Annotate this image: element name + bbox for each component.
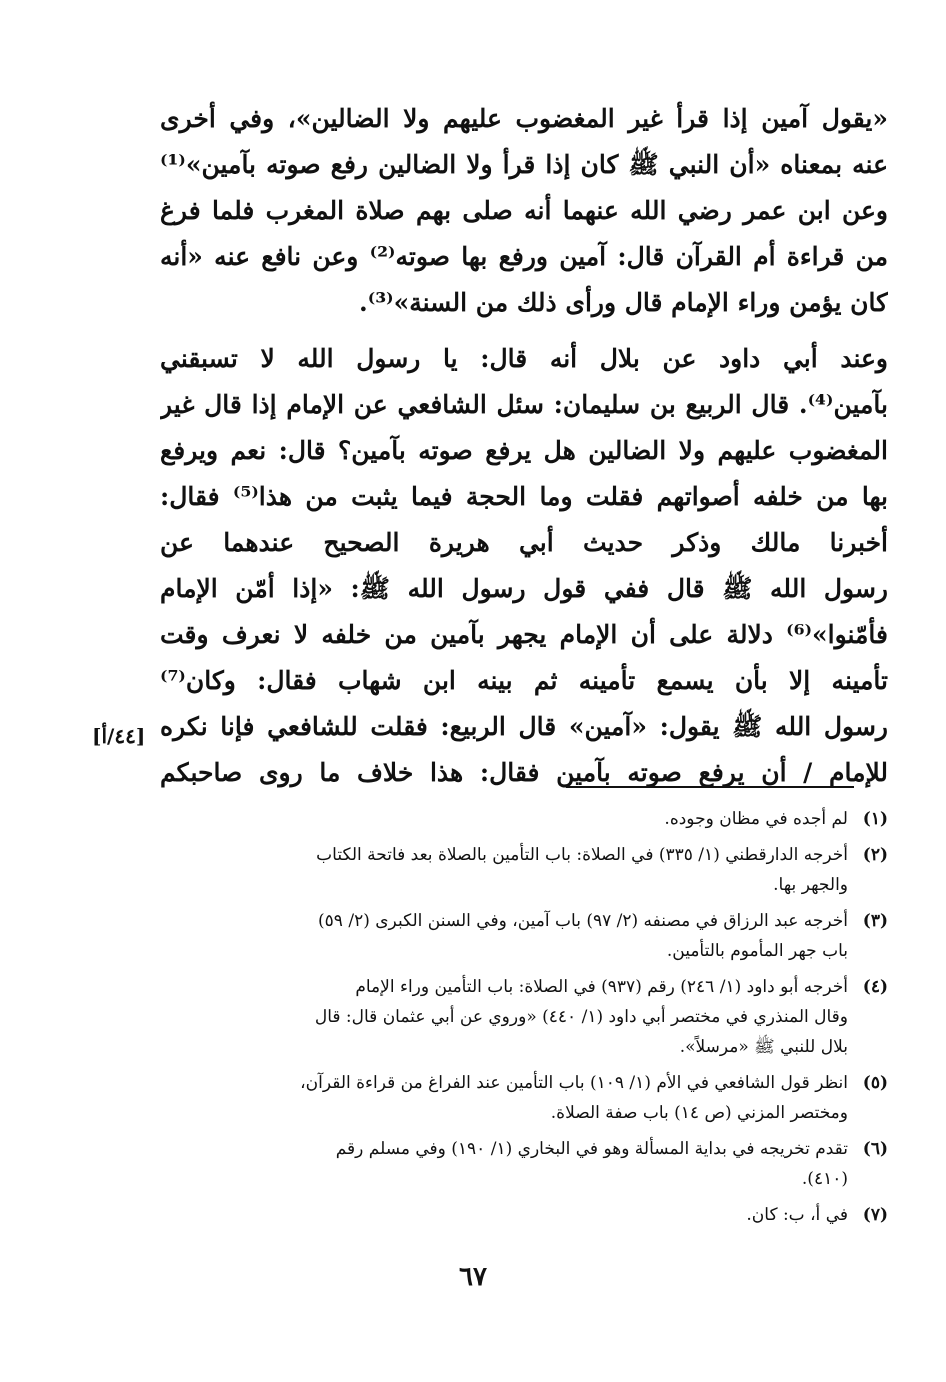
text-line: كان يؤمن وراء الإمام قال ورأى ذلك من السنة»⁽³⁾. bbox=[359, 288, 888, 317]
footnote bbox=[160, 1200, 888, 1230]
footnote-text: بلال للنبي ﷺ «مرسلاً». bbox=[679, 1037, 848, 1057]
text-line: أخبرنا مالك وذكر حديث أبي هريرة الصحيح عندهما عن bbox=[160, 528, 888, 557]
footnote-text: وقال المنذري في مختصر أبي داود (١/ ٤٤٠) «وروي عن أبي عثمان قال: قال bbox=[314, 1007, 848, 1027]
text-line: بآمين⁽⁴⁾. قال الربيع بن سليمان: سئل الشافعي عن الإمام إذا قال غير bbox=[160, 390, 888, 419]
text-line: من قراءة أم القرآن قال: آمين ورفع بها صوته⁽²⁾ وعن نافع عنه «أنه bbox=[160, 242, 888, 271]
footnote-text: (٤١٠). bbox=[801, 1169, 848, 1189]
footnote bbox=[160, 906, 888, 966]
footnote-text: انظر قول الشافعي في الأم (١/ ١٠٩) باب التأمين عند الفراغ من قراءة القرآن، bbox=[300, 1073, 848, 1093]
footnote-text: أخرجه الدارقطني (١/ ٣٣٥) في الصلاة: باب التأمين بالصلاة بعد فاتحة الكتاب bbox=[316, 845, 848, 865]
text-line: وعن ابن عمر رضي الله عنهما أنه صلى بهم صلاة المغرب فلما فرغ bbox=[160, 196, 888, 225]
footnote bbox=[160, 1134, 888, 1194]
page-number: ٦٧ bbox=[459, 1262, 487, 1292]
footnote-divider bbox=[566, 786, 854, 788]
main-text bbox=[160, 96, 888, 796]
footnote-number: (١) bbox=[862, 809, 888, 829]
footnote-text: في أ، ب: كان. bbox=[746, 1205, 848, 1225]
footnote-number: (٤) bbox=[862, 977, 888, 997]
text-line: «يقول آمين إذا قرأ غير المغضوب عليهم ولا الضالين»، وفي أخرى bbox=[160, 104, 888, 133]
footnote bbox=[160, 840, 888, 900]
footnote-number: (٥) bbox=[862, 1073, 888, 1093]
footnote-text: باب جهر المأموم بالتأمين. bbox=[666, 941, 848, 961]
text-line: وعند أبي داود عن بلال أنه قال: يا رسول الله لا تسبقني bbox=[160, 344, 888, 373]
footnote-number: (٢) bbox=[862, 845, 888, 865]
text-line: بها من خلفه أصواتهم فقلت وما الحجة فيما يثبت من هذا⁽⁵⁾ فقال: bbox=[160, 482, 888, 511]
footnote-text: والجهر بها. bbox=[773, 875, 848, 895]
footnote-number: (٣) bbox=[862, 911, 888, 931]
text-line: تأمينه إلا بأن يسمع تأمينه ثم بينه ابن شهاب فقال: وكان⁽⁷⁾ bbox=[160, 666, 888, 695]
footnotes bbox=[160, 804, 888, 1236]
text-line: رسول الله ﷺ قال ففي قول رسول الله ﷺ: «إذا أمّن الإمام bbox=[160, 574, 888, 603]
text-line: المغضوب عليهم ولا الضالين هل يرفع صوته بآمين؟ قال: نعم ويرفع bbox=[160, 436, 888, 465]
text-line: للإمام / أن يرفع صوته بآمين فقال: هذا خلاف ما روى صاحبكم bbox=[160, 758, 888, 787]
footnote-number: (٦) bbox=[862, 1139, 888, 1159]
footnote-text: تقدم تخريجه في بداية المسألة وهو في البخاري (١/ ١٩٠) وفي مسلم رقم bbox=[335, 1139, 848, 1159]
folio-marker: [٤٤/أ] bbox=[92, 724, 146, 748]
text-line: فأمّنوا»⁽⁶⁾ دلالة على أن الإمام يجهر بآمين من خلفه لا نعرف وقت bbox=[160, 620, 888, 649]
footnote-text: أخرجه عبد الرزاق في مصنفه (٢/ ٩٧) باب آمين، وفي السنن الكبرى (٢/ ٥٩) bbox=[318, 911, 848, 931]
footnote-text: ومختصر المزني (ص ١٤) باب صفة الصلاة. bbox=[550, 1103, 848, 1123]
footnote-number: (٧) bbox=[862, 1205, 888, 1225]
footnote bbox=[160, 1068, 888, 1128]
text-line: رسول الله ﷺ يقول: «آمين» قال الربيع: فقلت للشافعي فإنا نكره bbox=[160, 712, 888, 741]
text-line: عنه بمعناه «أن النبي ﷺ كان إذا قرأ ولا الضالين رفع صوته بآمين»⁽¹⁾ bbox=[160, 150, 888, 179]
footnote-text: لم أجده في مظان وجوده. bbox=[664, 809, 848, 829]
footnote bbox=[160, 972, 888, 1062]
footnote-text: أخرجه أبو داود (١/ ٢٤٦) رقم (٩٣٧) في الصلاة: باب التأمين وراء الإمام bbox=[355, 977, 848, 997]
footnote bbox=[160, 804, 888, 834]
